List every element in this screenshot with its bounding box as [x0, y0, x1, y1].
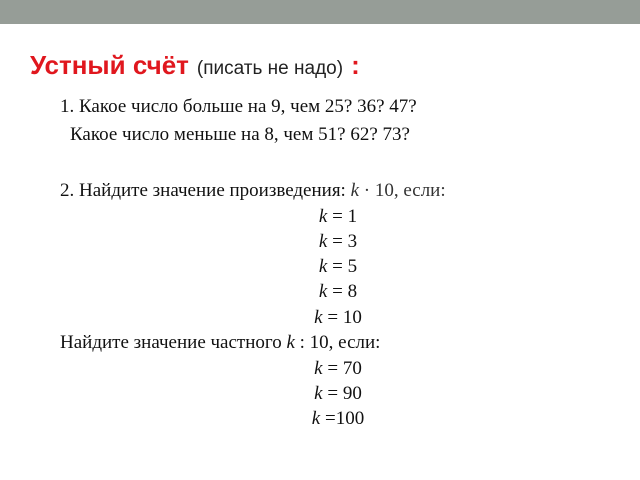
- product-value-row: [0, 206, 640, 228]
- task2-heading: [60, 180, 446, 202]
- product-expr: = 10: [322, 307, 362, 328]
- quotient-var: k: [314, 383, 323, 404]
- quotient-heading: [60, 332, 380, 354]
- product-value-row: [0, 256, 640, 278]
- task1-line1: 1. Какое число больше на 9, чем 25? 36? 47?: [60, 96, 417, 117]
- title-subtitle: (писать не надо): [196, 58, 344, 79]
- product-expr: = 5: [327, 256, 358, 277]
- quotient-var: k: [314, 358, 323, 379]
- product-var: k: [318, 206, 328, 227]
- product-value-row: [0, 281, 640, 303]
- task2-heading-var: k: [350, 180, 360, 201]
- quotient-heading-expr: : 10, если:: [294, 332, 381, 353]
- task1-line2: Какое число меньше на 8, чем 51? 62? 73?: [70, 124, 410, 145]
- product-expr: = 8: [327, 281, 358, 302]
- product-expr: = 1: [327, 206, 358, 227]
- title-colon: :: [351, 50, 360, 80]
- product-var: k: [318, 231, 328, 252]
- quotient-var: k: [311, 408, 321, 429]
- quotient-expr: = 90: [322, 383, 362, 404]
- product-expr: = 3: [327, 231, 358, 252]
- quotient-value-row: [0, 383, 640, 405]
- quotient-value-row: [0, 408, 640, 430]
- quotient-value-row: [0, 358, 640, 380]
- product-var: k: [318, 281, 328, 302]
- top-bar: [0, 0, 640, 24]
- product-value-row: [0, 231, 640, 253]
- task2-heading-text: 2. Найдите значение произведения:: [60, 180, 351, 201]
- slide-title: [30, 50, 360, 81]
- product-var: k: [314, 307, 323, 328]
- quotient-heading-text: Найдите значение частного: [60, 332, 287, 353]
- product-value-row: [0, 307, 640, 329]
- quotient-expr: =100: [320, 408, 365, 429]
- task2-heading-expr: · 10, если:: [359, 180, 446, 201]
- title-main: Устный счёт: [30, 50, 189, 80]
- quotient-heading-var: k: [286, 332, 295, 353]
- quotient-expr: = 70: [322, 358, 362, 379]
- product-var: k: [318, 256, 328, 277]
